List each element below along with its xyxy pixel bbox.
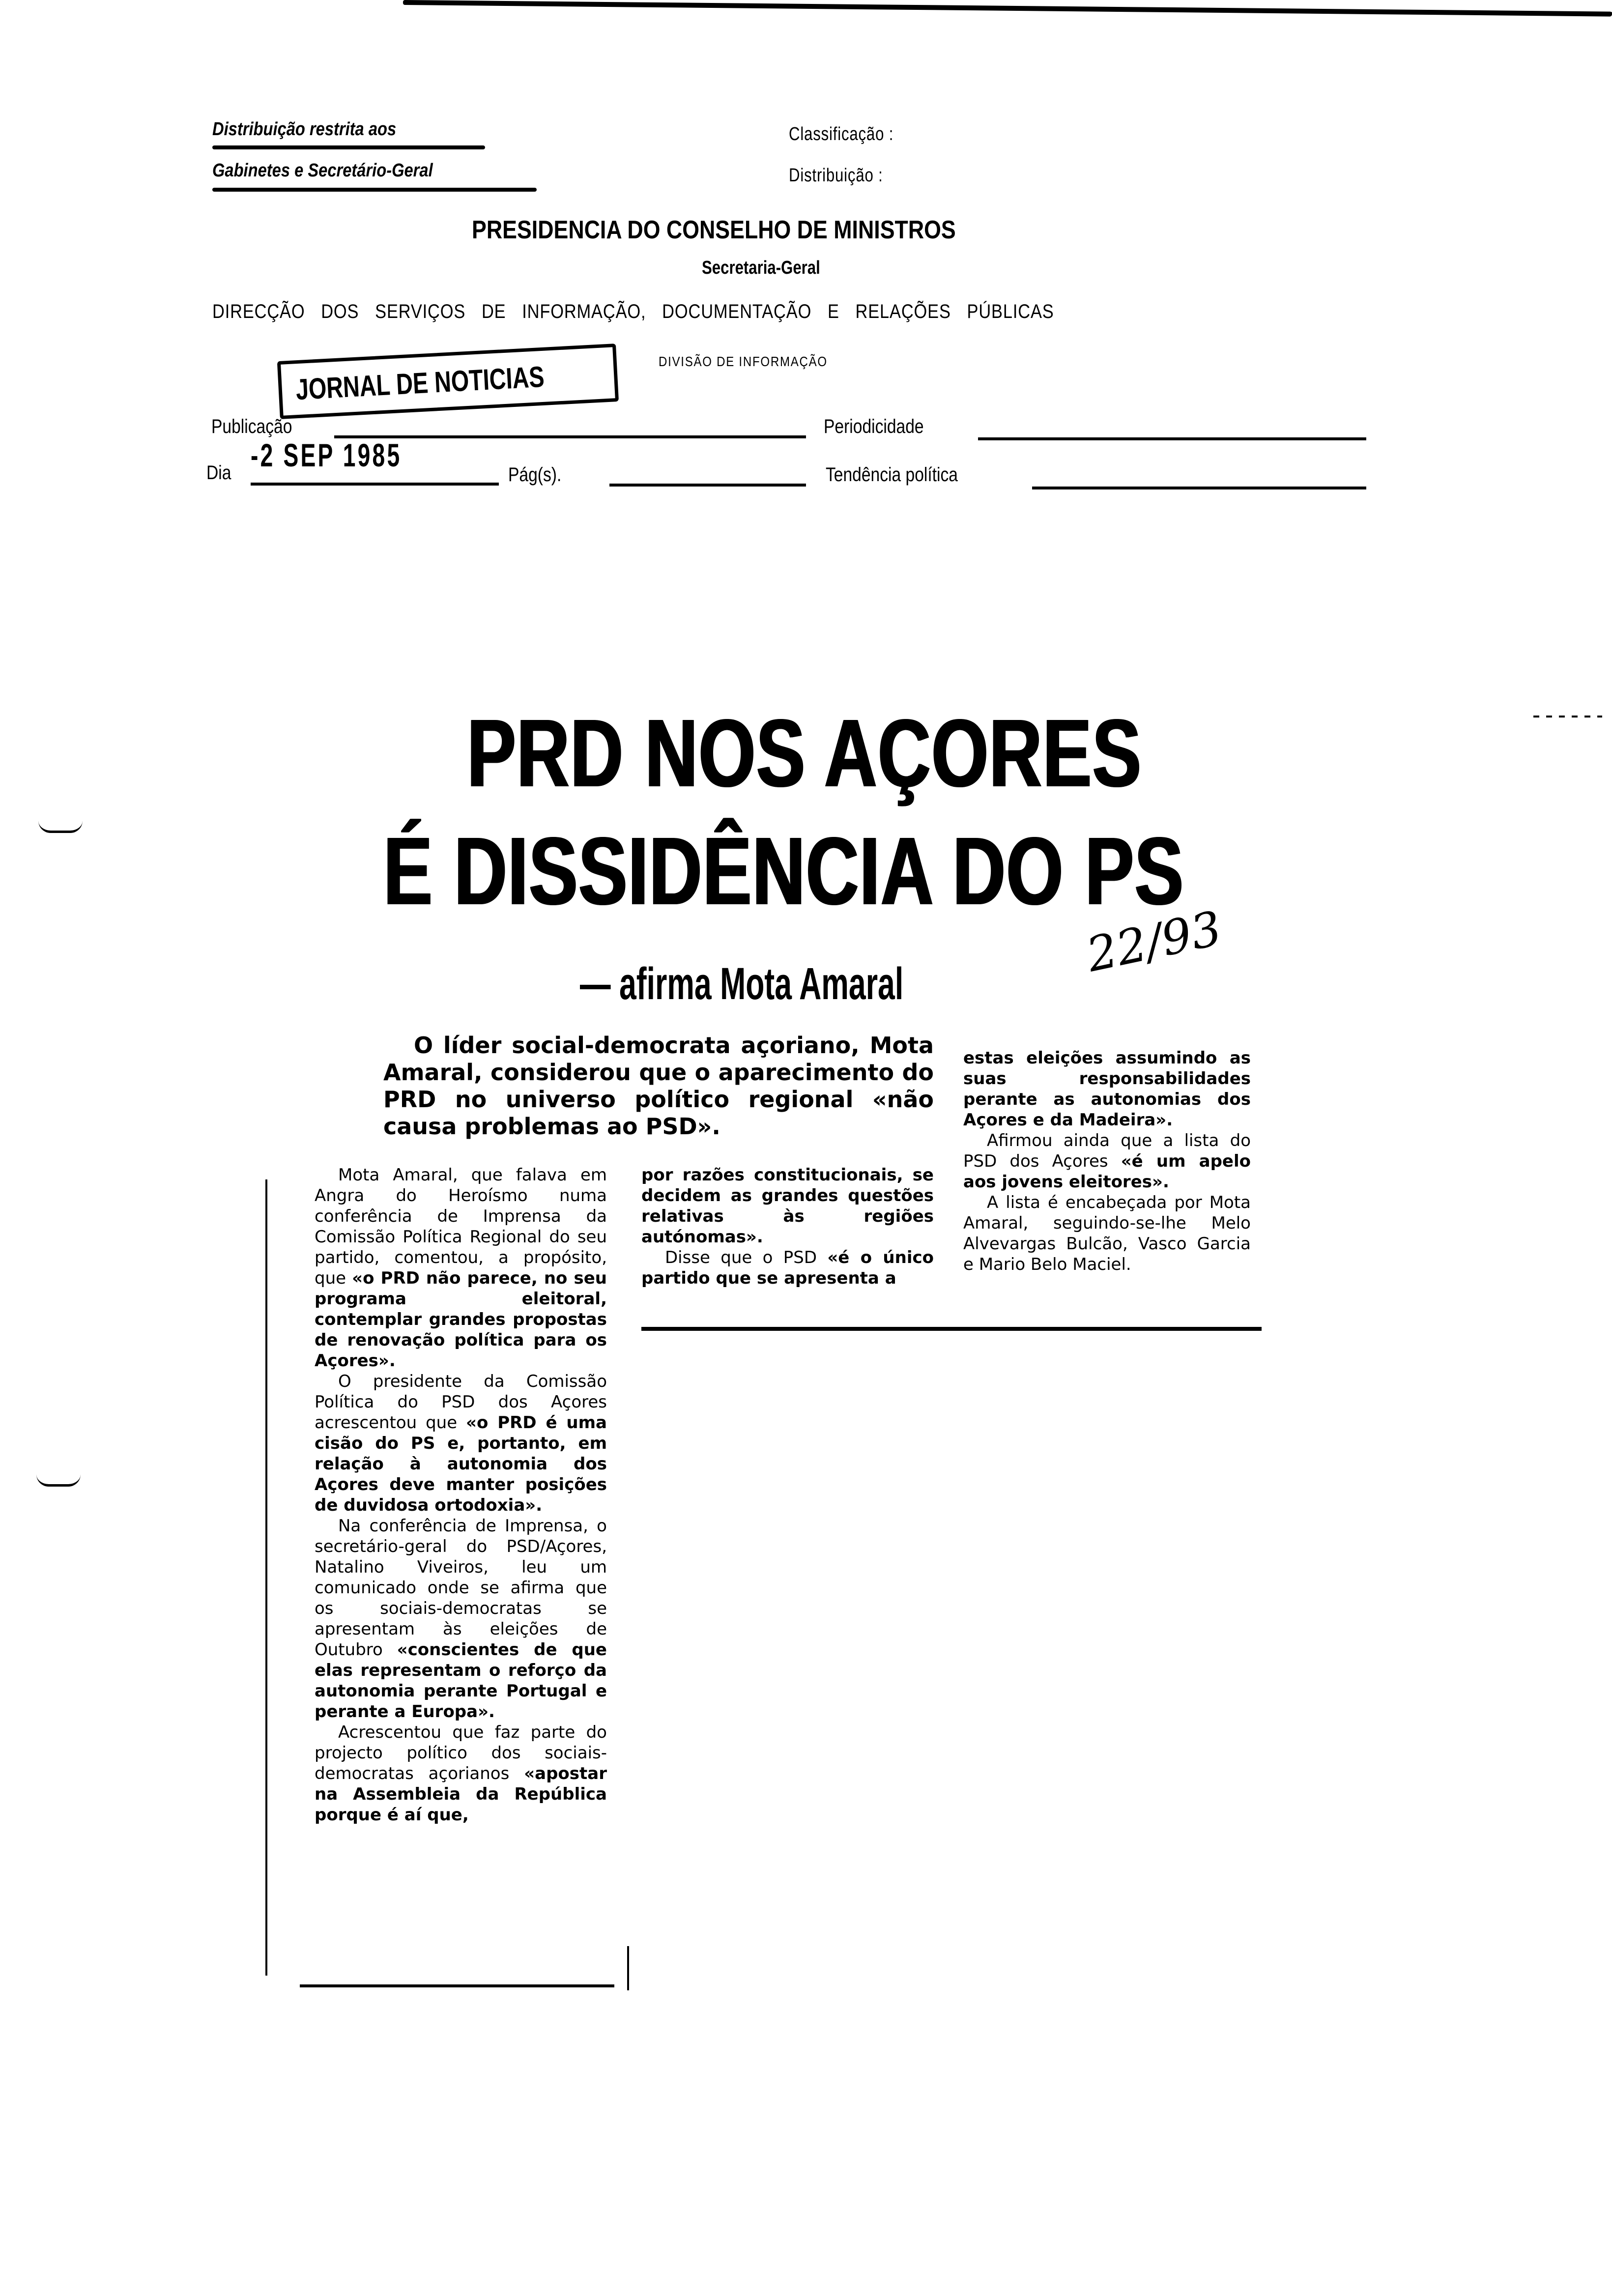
date-stamp: -2 SEP 1985 bbox=[251, 437, 402, 473]
scan-edge-line bbox=[403, 0, 1612, 17]
column-border bbox=[265, 1179, 267, 1976]
paragraph: O presidente da Comissão Política do PSD dos Açores acrescentou que «o PRD é uma cisão do PS e, portanto, em relação à autonomia dos Açores deve manter posições de duvidosa ortodoxia». bbox=[315, 1372, 607, 1515]
column-border bbox=[627, 1946, 629, 1990]
division-label: DIVISÃO DE INFORMAÇÃO bbox=[659, 354, 828, 369]
restricted-distribution-line2: Gabinetes e Secretário-Geral bbox=[212, 160, 433, 181]
header-underline bbox=[212, 145, 485, 149]
day-field-line[interactable] bbox=[251, 483, 499, 486]
article-column-3 bbox=[963, 1048, 1251, 1275]
classification-label: Classificação : bbox=[789, 124, 894, 144]
paragraph: Na conferência de Imprensa, o secretário-geral do PSD/Açores, Natalino Viveiros, leu um comunicado onde se afirma que os sociais-democratas se apresentam às eleições de Outubro «conscientes de que elas representam o reforço da autonomia perante Portugal e perante a Europa». bbox=[315, 1516, 607, 1722]
paragraph: por razões constitucionais, se decidem as grandes questões relativas às regiões autónomas». bbox=[641, 1165, 934, 1247]
political-tendency-label: Tendência política bbox=[826, 464, 958, 486]
restricted-distribution-line1: Distribuição restrita aos bbox=[212, 119, 397, 140]
pages-label: Pág(s). bbox=[508, 464, 562, 486]
article-column-1 bbox=[315, 1165, 607, 1825]
margin-mark bbox=[36, 1474, 81, 1487]
publication-stamp bbox=[277, 344, 619, 419]
column-rule bbox=[300, 1984, 614, 1987]
org-subtitle: Secretaria-Geral bbox=[702, 258, 820, 278]
header-underline bbox=[212, 188, 537, 192]
paragraph: Disse que o PSD «é o único partido que se apresenta a bbox=[641, 1248, 934, 1288]
paragraph: Acrescentou que faz parte do projecto político dos sociais-democratas açorianos «apostar na Assembleia da República porque é aí que, bbox=[315, 1722, 607, 1825]
margin-mark bbox=[38, 821, 83, 833]
paragraph: A lista é encabeçada por Mota Amaral, seguindo-se-lhe Melo Alvevargas Bulcão, Vasco Garcia e Mario Belo Maciel. bbox=[963, 1193, 1251, 1274]
headline-line2: É DISSIDÊNCIA DO PS bbox=[383, 817, 1184, 925]
article-column-2 bbox=[641, 1165, 934, 1289]
article-lead: O líder social-democrata açoriano, Mota Amaral, considerou que o aparecimento do PRD no universo político regional «não causa problemas ao PSD». bbox=[383, 1032, 934, 1140]
paragraph: estas eleições assumindo as suas responsabilidades perante as autonomias dos Açores e da Madeira». bbox=[963, 1048, 1251, 1130]
org-title: PRESIDENCIA DO CONSELHO DE MINISTROS bbox=[472, 216, 956, 244]
directorate-title: DIRECÇÃO DOS SERVIÇOS DE INFORMAÇÃO, DOCUMENTAÇÃO E RELAÇÕES PÚBLICAS bbox=[212, 301, 1054, 322]
pages-field-line[interactable] bbox=[609, 484, 806, 487]
periodicity-label: Periodicidade bbox=[824, 416, 924, 437]
article-end-rule bbox=[641, 1327, 1262, 1331]
headline-line1: PRD NOS AÇORES bbox=[467, 699, 1142, 807]
publication-field-line[interactable] bbox=[334, 435, 806, 438]
scan-noise bbox=[1533, 716, 1602, 718]
byline: — afirma Mota Amaral bbox=[580, 959, 904, 1009]
day-label: Dia bbox=[206, 462, 231, 484]
periodicity-field-line[interactable] bbox=[978, 437, 1366, 440]
publication-label: Publicação bbox=[211, 416, 292, 437]
distribution-label: Distribuição : bbox=[789, 165, 883, 186]
paragraph: Mota Amaral, que falava em Angra do Heroísmo numa conferência de Imprensa da Comissão Política Regional do seu partido, comentou, a propósito, que «o PRD não parece, no seu programa eleitoral, contemplar grandes propostas de renovação política para os Açores». bbox=[315, 1165, 607, 1371]
publication-value: JORNAL DE NOTICIAS bbox=[295, 360, 546, 406]
political-tendency-field-line[interactable] bbox=[1032, 487, 1366, 489]
paragraph: Afirmou ainda que a lista do PSD dos Açores «é um apelo aos jovens eleitores». bbox=[963, 1131, 1251, 1192]
handwritten-annotation: 22/93 bbox=[1082, 900, 1227, 983]
